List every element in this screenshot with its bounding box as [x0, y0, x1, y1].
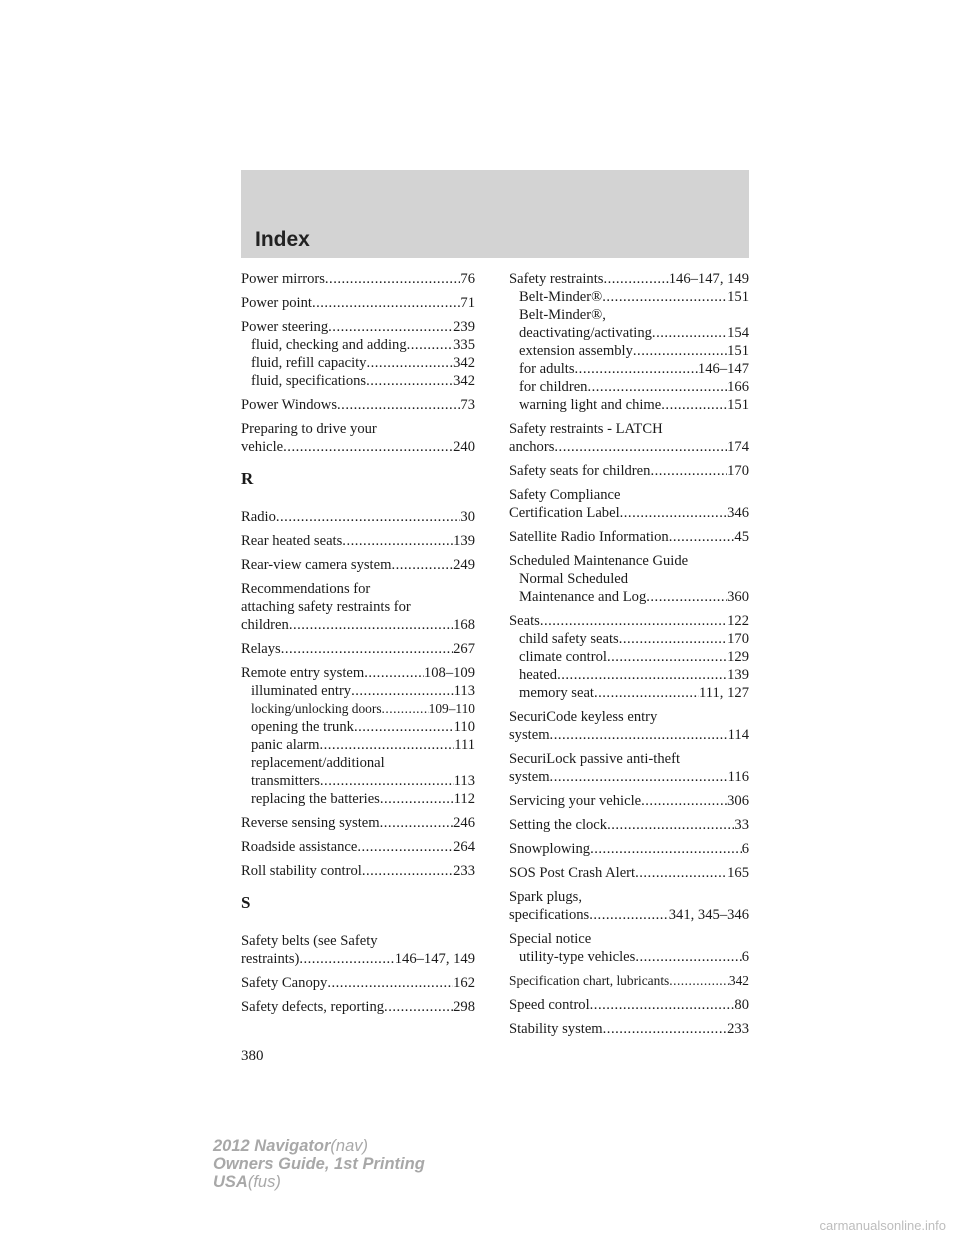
entry-term: child safety seats [519, 631, 619, 647]
dot-leader [384, 998, 453, 1016]
index-entry-line [509, 930, 749, 948]
index-subentry [509, 378, 749, 396]
index-subentry [241, 736, 475, 754]
index-entry-line [241, 294, 475, 312]
entry-term: Seats [509, 613, 540, 629]
dot-leader [299, 950, 394, 968]
index-entry [509, 462, 749, 480]
index-entry [241, 580, 475, 634]
dot-leader [635, 948, 741, 966]
entry-page-ref: 45 [734, 529, 749, 545]
watermark: carmanualsonline.info [819, 1218, 946, 1233]
entry-page-ref: 116 [727, 769, 749, 785]
entry-term: Speed control [509, 997, 590, 1013]
dot-leader [607, 648, 727, 666]
index-entry-line [241, 838, 475, 856]
dot-leader [357, 838, 453, 856]
dot-leader [327, 974, 453, 992]
dot-leader [407, 336, 453, 354]
footer-line-model [213, 1137, 425, 1155]
index-entry-line [509, 840, 749, 858]
index-subentry [241, 718, 475, 736]
entry-term: Power mirrors [241, 271, 325, 287]
page-title: Index [255, 228, 310, 251]
index-subentry [509, 588, 749, 606]
entry-page-ref: 162 [453, 975, 475, 991]
index-subentry [241, 354, 475, 372]
entry-page-ref: 73 [460, 397, 475, 413]
entry-term: SecuriCode keyless entry [509, 709, 658, 725]
index-entry [509, 1020, 749, 1038]
index-subentry [509, 288, 749, 306]
entry-term: specifications [509, 907, 590, 923]
index-entry-line [241, 640, 475, 658]
index-entry-line [509, 972, 749, 990]
index-column-left [241, 270, 475, 1022]
dot-leader [652, 324, 727, 342]
index-entry-line [509, 1020, 749, 1038]
footer-region-code: (fus) [247, 1173, 281, 1191]
index-entry [241, 294, 475, 312]
index-entry-line [241, 814, 475, 832]
entry-page-ref: 335 [453, 337, 475, 353]
index-entry [509, 528, 749, 546]
entry-term: SOS Post Crash Alert [509, 865, 636, 881]
entry-term: Safety seats for children [509, 463, 651, 479]
index-entry-line [241, 932, 475, 950]
index-entry-line [509, 996, 749, 1014]
entry-page-ref: 346 [727, 505, 749, 521]
entry-term: fluid, refill capacity [251, 355, 367, 371]
index-entry-line [509, 726, 749, 744]
dot-leader [380, 790, 454, 808]
entry-term: Roadside assistance [241, 839, 358, 855]
dot-leader [540, 612, 727, 630]
index-entry [509, 552, 749, 606]
index-entry [241, 396, 475, 414]
entry-page-ref: 151 [727, 397, 749, 413]
index-entry-line [509, 420, 749, 438]
index-subentry [241, 336, 475, 354]
entry-term: fluid, specifications [251, 373, 367, 389]
entry-term: Rear-view camera system [241, 557, 392, 573]
index-entry [509, 888, 749, 924]
entry-term: Snowplowing [509, 841, 591, 857]
entry-term: vehicle [241, 439, 284, 455]
entry-term: opening the trunk [251, 719, 354, 735]
index-entry-line [509, 462, 749, 480]
entry-term: Certification Label [509, 505, 620, 521]
entry-term: Belt-Minder®, [519, 307, 606, 323]
entry-term: Recommendations for [241, 581, 371, 597]
footer-guide: Owners Guide, 1st Printing [213, 1155, 425, 1173]
dot-leader [575, 360, 698, 378]
index-entry-line [241, 598, 475, 616]
index-entry-line [509, 438, 749, 456]
entry-page-ref: 109–110 [428, 701, 475, 716]
entry-page-ref: 111, 127 [699, 685, 749, 701]
index-entry-line [241, 420, 475, 438]
index-entry-line [509, 906, 749, 924]
dot-leader [607, 816, 734, 834]
index-entry [241, 998, 475, 1016]
entry-term: Roll stability control [241, 863, 362, 879]
index-entry-line [241, 438, 475, 456]
dot-leader [391, 556, 453, 574]
entry-page-ref: 33 [734, 817, 749, 833]
index-entry-line [241, 950, 475, 968]
entry-page-ref: 342 [453, 373, 475, 389]
entry-term: replacement/additional [251, 755, 385, 771]
index-subentry [241, 682, 475, 700]
entry-term: panic alarm [251, 737, 320, 753]
index-entry [241, 556, 475, 574]
dot-leader [289, 616, 453, 634]
entry-term: Reverse sensing system [241, 815, 380, 831]
dot-leader [661, 396, 727, 414]
index-subentry [241, 700, 475, 718]
entry-page-ref: 113 [453, 773, 475, 789]
dot-leader [319, 736, 454, 754]
footer-edition [213, 1137, 425, 1191]
entry-page-ref: 129 [727, 649, 749, 665]
entry-page-ref: 110 [453, 719, 475, 735]
entry-page-ref: 30 [460, 509, 475, 525]
dot-leader [354, 718, 454, 736]
entry-term: Safety restraints [509, 271, 604, 287]
index-entry [509, 864, 749, 882]
entry-page-ref: 360 [727, 589, 749, 605]
index-entry [241, 532, 475, 550]
entry-page-ref: 146–147, 149 [394, 951, 475, 967]
index-subentry [509, 396, 749, 414]
index-subentry [509, 648, 749, 666]
entry-page-ref: 165 [727, 865, 749, 881]
index-entry [509, 996, 749, 1014]
entry-page-ref: 342 [453, 355, 475, 371]
entry-term: Safety restraints - LATCH [509, 421, 663, 437]
entry-term: system [509, 769, 550, 785]
index-subentry [241, 772, 475, 790]
footer-region: USA [213, 1173, 248, 1191]
index-entry-line [509, 768, 749, 786]
entry-page-ref: 139 [727, 667, 749, 683]
entry-term: Scheduled Maintenance Guide [509, 553, 689, 569]
entry-term: anchors [509, 439, 555, 455]
section-letter: S [241, 893, 251, 912]
entry-page-ref: 114 [727, 727, 749, 743]
dot-leader [635, 864, 727, 882]
index-entry-line [509, 816, 749, 834]
entry-page-ref: 154 [727, 325, 749, 341]
dot-leader [650, 462, 727, 480]
index-entry [241, 640, 475, 658]
entry-term: fluid, checking and adding [251, 337, 407, 353]
entry-term: Safety Compliance [509, 487, 621, 503]
index-entry-line [241, 974, 475, 992]
index-entry-line [509, 528, 749, 546]
entry-page-ref: 122 [727, 613, 749, 629]
index-entry-line [509, 504, 749, 522]
entry-term: illuminated entry [251, 683, 352, 699]
entry-term: warning light and chime [519, 397, 662, 413]
entry-term: Spark plugs, [509, 889, 582, 905]
entry-term: Relays [241, 641, 281, 657]
index-entry [509, 486, 749, 522]
index-subentry [241, 754, 475, 772]
index-entry-line [241, 862, 475, 880]
dot-leader [633, 342, 727, 360]
index-subentry [241, 790, 475, 808]
entry-term: memory seat [519, 685, 594, 701]
index-entry [509, 792, 749, 810]
entry-page-ref: 71 [460, 295, 475, 311]
entry-page-ref: 240 [453, 439, 475, 455]
index-entry-line [241, 508, 475, 526]
dot-leader [590, 840, 742, 858]
entry-page-ref: 342 [728, 973, 749, 988]
index-entry-line [241, 396, 475, 414]
entry-page-ref: 170 [727, 631, 749, 647]
entry-page-ref: 298 [453, 999, 475, 1015]
entry-term: Special notice [509, 931, 592, 947]
entry-term: utility-type vehicles [519, 949, 636, 965]
entry-page-ref: 111 [454, 737, 475, 753]
entry-page-ref: 6 [741, 841, 749, 857]
footer-line-guide [213, 1155, 425, 1173]
entry-term: system [509, 727, 550, 743]
entry-term: Preparing to drive your [241, 421, 377, 437]
entry-term: Power Windows [241, 397, 338, 413]
index-entry [241, 664, 475, 808]
entry-page-ref: 249 [453, 557, 475, 573]
index-entry [509, 840, 749, 858]
footer-model: 2012 Navigator [213, 1137, 331, 1155]
index-subentry [509, 666, 749, 684]
dot-leader [641, 792, 727, 810]
entry-term: Power point [241, 295, 312, 311]
dot-leader [337, 396, 460, 414]
index-entry [509, 708, 749, 744]
entry-term: locking/unlocking doors [251, 701, 382, 716]
entry-page-ref: 166 [727, 379, 749, 395]
entry-term: replacing the batteries [251, 791, 380, 807]
index-entry [241, 932, 475, 968]
index-entry [241, 270, 475, 288]
index-entry [241, 814, 475, 832]
index-entry-line [241, 998, 475, 1016]
dot-leader [351, 682, 454, 700]
entry-page-ref: 168 [453, 617, 475, 633]
entry-page-ref: 233 [453, 863, 475, 879]
index-entry-line [241, 318, 475, 336]
dot-leader [669, 972, 729, 990]
index-entry [241, 974, 475, 992]
dot-leader [380, 814, 453, 832]
dot-leader [312, 294, 460, 312]
entry-term: climate control [519, 649, 607, 665]
entry-page-ref: 306 [727, 793, 749, 809]
page-number: 380 [241, 1048, 264, 1064]
entry-term: Maintenance and Log [519, 589, 647, 605]
index-entry [509, 930, 749, 966]
index-entry-line [509, 612, 749, 630]
index-subentry [509, 570, 749, 588]
index-subentry [509, 630, 749, 648]
index-header-band [241, 170, 749, 258]
index-entry-line [509, 750, 749, 768]
entry-term: Radio [241, 509, 276, 525]
index-entry [241, 838, 475, 856]
entry-page-ref: 267 [453, 641, 475, 657]
dot-leader [619, 630, 727, 648]
index-subentry [509, 684, 749, 702]
index-entry [509, 816, 749, 834]
index-entry [509, 750, 749, 786]
dot-leader [550, 726, 728, 744]
index-entry [241, 318, 475, 390]
footer-line-region [213, 1173, 425, 1191]
entry-term: Specification chart, lubricants [509, 973, 670, 988]
dot-leader [646, 588, 727, 606]
dot-leader [342, 532, 453, 550]
entry-page-ref: 233 [727, 1021, 749, 1037]
index-entry-line [509, 552, 749, 570]
index-subentry [509, 948, 749, 966]
index-entry-line [241, 580, 475, 598]
dot-leader [669, 528, 735, 546]
entry-term: for children [519, 379, 588, 395]
entry-page-ref: 76 [460, 271, 475, 287]
entry-page-ref: 80 [734, 997, 749, 1013]
entry-page-ref: 146–147, 149 [668, 271, 749, 287]
entry-term: Normal Scheduled [519, 571, 629, 587]
entry-term: Remote entry system [241, 665, 365, 681]
dot-leader [554, 438, 727, 456]
section-letter: R [241, 469, 254, 488]
index-entry-line [241, 664, 475, 682]
index-entry-line [241, 270, 475, 288]
dot-leader [362, 862, 453, 880]
index-entry-line [241, 532, 475, 550]
entry-page-ref: 146–147 [697, 361, 749, 377]
entry-page-ref: 170 [727, 463, 749, 479]
entry-page-ref: 174 [727, 439, 749, 455]
entry-page-ref: 264 [453, 839, 475, 855]
dot-leader [281, 640, 453, 658]
entry-term: deactivating/activating [519, 325, 652, 341]
entry-term: Stability system [509, 1021, 603, 1037]
entry-page-ref: 108–109 [423, 665, 475, 681]
dot-leader [325, 270, 461, 288]
dot-leader [590, 996, 735, 1014]
entry-page-ref: 246 [453, 815, 475, 831]
entry-term: Safety belts (see Safety [241, 933, 378, 949]
index-entry [241, 508, 475, 526]
entry-term: SecuriLock passive anti-theft [509, 751, 681, 767]
entry-page-ref: 151 [727, 343, 749, 359]
index-entry-line [509, 270, 749, 288]
entry-term: for adults [519, 361, 575, 377]
entry-term: heated [519, 667, 558, 683]
index-entry [509, 270, 749, 414]
index-entry-line [241, 556, 475, 574]
entry-term: children [241, 617, 289, 633]
dot-leader [603, 270, 668, 288]
dot-leader [276, 508, 461, 526]
dot-leader [382, 700, 429, 718]
index-entry [509, 612, 749, 702]
index-entry [241, 420, 475, 456]
index-subentry [509, 324, 749, 342]
entry-term: Belt-Minder® [519, 289, 603, 305]
dot-leader [603, 1020, 727, 1038]
dot-leader [587, 378, 727, 396]
entry-term: attaching safety restraints for [241, 599, 411, 615]
entry-term: restraints) [241, 951, 300, 967]
entry-term: Power steering [241, 319, 329, 335]
footer-model-code: (nav) [330, 1137, 368, 1155]
dot-leader [589, 906, 668, 924]
index-subentry [509, 360, 749, 378]
dot-leader [328, 318, 453, 336]
index-column-right [509, 270, 749, 1044]
index-entry-line [509, 486, 749, 504]
index-entry [509, 972, 749, 990]
entry-page-ref: 341, 345–346 [668, 907, 749, 923]
entry-page-ref: 139 [453, 533, 475, 549]
index-entry-line [241, 616, 475, 634]
entry-term: Setting the clock [509, 817, 608, 833]
entry-term: Satellite Radio Information [509, 529, 669, 545]
dot-leader [283, 438, 453, 456]
dot-leader [594, 684, 699, 702]
index-subentry [241, 372, 475, 390]
index-entry-line [509, 888, 749, 906]
dot-leader [320, 772, 454, 790]
dot-leader [366, 372, 453, 390]
index-subentry [509, 306, 749, 324]
entry-term: Safety defects, reporting [241, 999, 385, 1015]
index-entry [241, 862, 475, 880]
entry-term: extension assembly [519, 343, 633, 359]
entry-term: transmitters [251, 773, 320, 789]
index-entry-line [509, 864, 749, 882]
entry-page-ref: 151 [727, 289, 749, 305]
index-entry-line [509, 792, 749, 810]
entry-page-ref: 113 [453, 683, 475, 699]
dot-leader [550, 768, 728, 786]
entry-page-ref: 239 [453, 319, 475, 335]
index-subentry [509, 342, 749, 360]
entry-term: Rear heated seats [241, 533, 343, 549]
entry-term: Safety Canopy [241, 975, 328, 991]
dot-leader [366, 354, 453, 372]
index-entry [509, 420, 749, 456]
dot-leader [557, 666, 727, 684]
entry-page-ref: 6 [741, 949, 749, 965]
dot-leader [620, 504, 727, 522]
entry-page-ref: 112 [453, 791, 475, 807]
dot-leader [602, 288, 727, 306]
index-entry-line [509, 708, 749, 726]
dot-leader [364, 664, 424, 682]
entry-term: Servicing your vehicle [509, 793, 642, 809]
